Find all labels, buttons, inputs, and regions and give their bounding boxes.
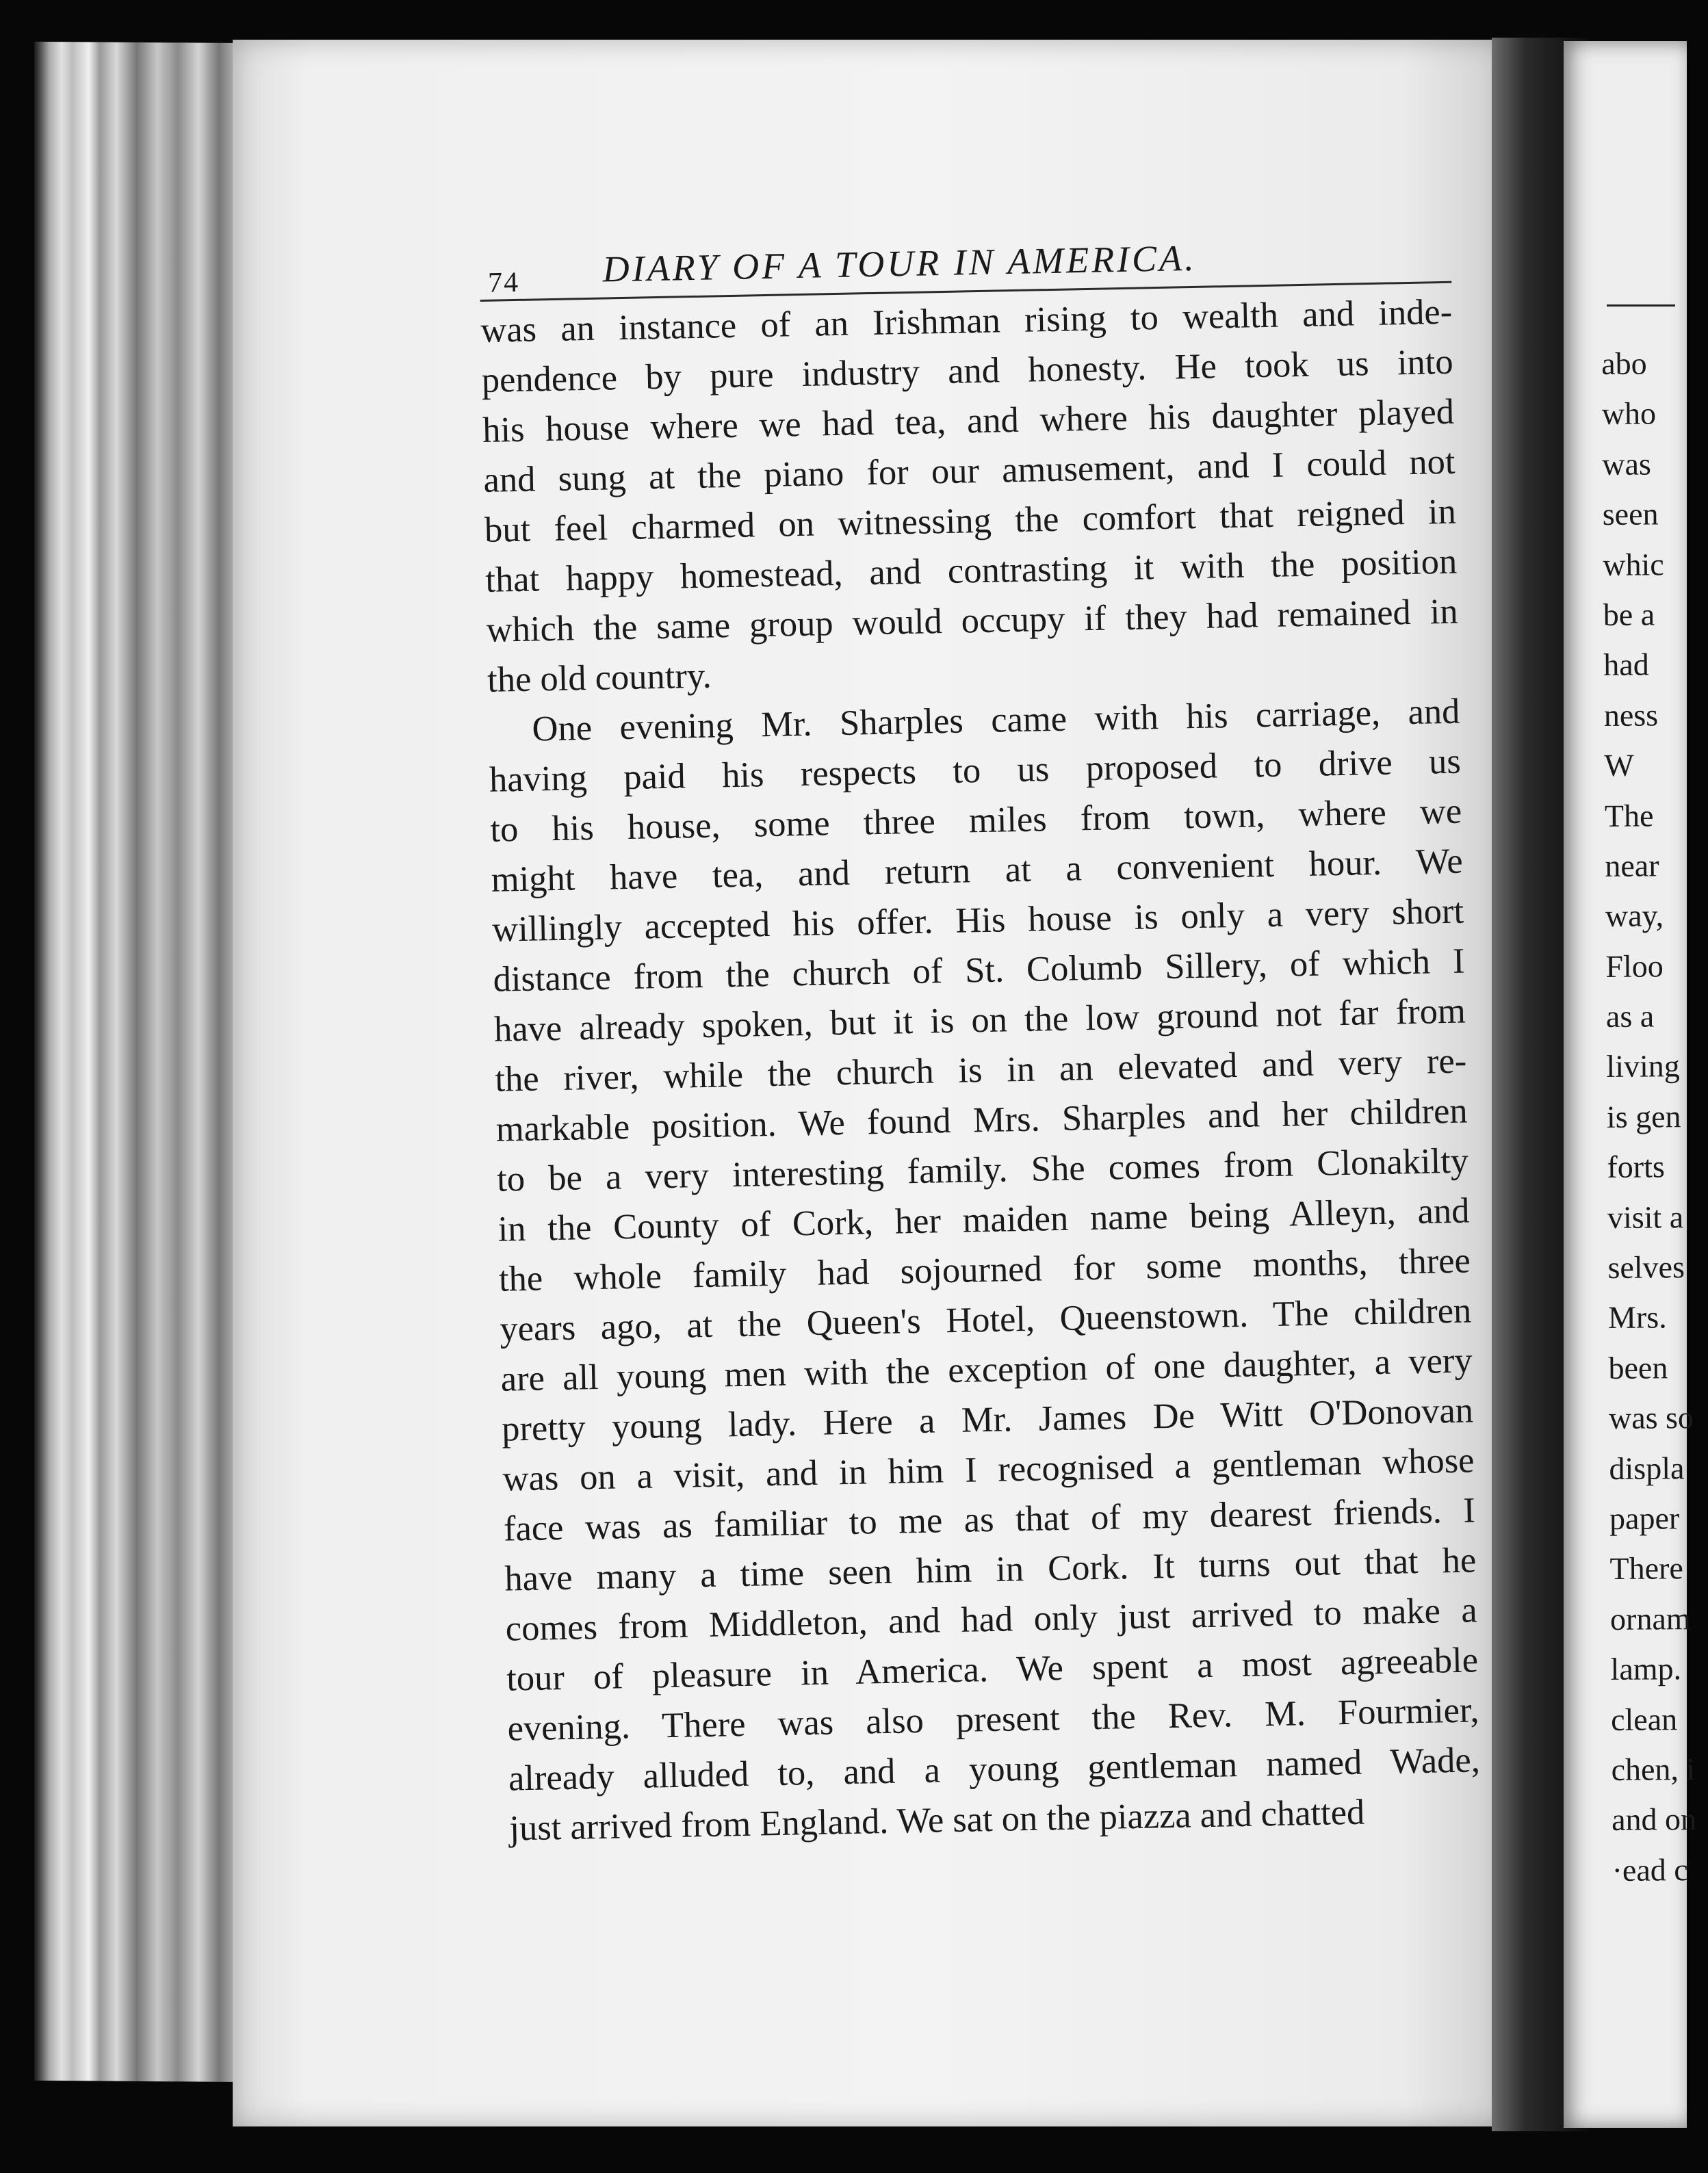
text-line: have many a time seen him in Cork. It turns out that he	[504, 1540, 1477, 1599]
text-line: One evening Mr. Sharples came with his carriage, and	[532, 691, 1460, 749]
text-line: to his house, some three miles from town, where we	[489, 791, 1462, 850]
text-line: evening. There was also present the Rev. M. Fourmier,	[507, 1690, 1479, 1749]
right-page-fragments	[1601, 338, 1708, 1895]
fragment-line: chen, i	[1611, 1752, 1696, 1787]
fragment-line: selves	[1607, 1249, 1685, 1285]
fragment-line: way,	[1605, 898, 1664, 934]
page-number: 74	[487, 266, 520, 299]
text-line: pendence by pure industry and honesty. He took us into	[481, 341, 1454, 400]
text-line: having paid his respects to us proposed to drive us	[489, 741, 1462, 800]
text-line: distance from the church of St. Columb Sillery, of which I	[493, 941, 1465, 1000]
fragment-line: abo	[1601, 346, 1647, 381]
page-edges	[34, 42, 253, 2082]
fragment-line: was	[1602, 446, 1652, 482]
fragment-line: seen	[1602, 496, 1659, 532]
fragment-line: W	[1604, 747, 1634, 783]
text-line: that happy homestead, and contrasting it with the position	[484, 541, 1458, 600]
fragment-line: Floo	[1605, 948, 1664, 984]
fragment-line: paper	[1609, 1500, 1680, 1536]
fragment-line: ness	[1603, 697, 1659, 733]
fragment-line: whic	[1603, 546, 1664, 582]
text-line: comes from Middleton, and had only just arrived to make a	[505, 1590, 1478, 1649]
fragment-line: lamp.	[1610, 1651, 1682, 1687]
text-line: but feel charmed on witnessing the comfort that reigned in	[484, 491, 1457, 550]
fragment-line: clean	[1610, 1701, 1678, 1737]
fragment-line: displa	[1609, 1450, 1685, 1486]
left-page-content	[479, 226, 1481, 1854]
text-line: the old country.	[487, 655, 712, 700]
fragment-line: Mrs.	[1607, 1299, 1667, 1336]
running-head-title: DIARY OF A TOUR IN AMERICA.	[602, 237, 1198, 290]
text-line: markable position. We found Mrs. Sharples and her children	[495, 1091, 1468, 1149]
fragment-line: ·ead c	[1612, 1851, 1688, 1888]
fragment-line: been	[1608, 1350, 1668, 1385]
fragment-line: as a	[1605, 998, 1655, 1035]
fragment-line: There	[1609, 1550, 1683, 1587]
text-line: in the County of Cork, her maiden name being Alleyn, and	[497, 1190, 1470, 1249]
text-line: face was as familiar to me as that of my dearest friends. I	[503, 1490, 1476, 1549]
fragment-line: who	[1601, 395, 1657, 432]
text-line: tour of pleasure in America. We spent a most agreeable	[506, 1640, 1479, 1699]
text-line: the river, while the church is in an elevated and very re-	[494, 1041, 1467, 1099]
text-line: and sung at the piano for our amusement, and I could not	[483, 441, 1455, 500]
text-line: his house where we had tea, and where his daughter played	[482, 391, 1455, 450]
text-line: pretty young lady. Here a Mr. James De Witt O'Donovan	[501, 1390, 1474, 1449]
fragment-line: had	[1603, 647, 1649, 683]
fragment-line: The	[1604, 798, 1654, 833]
fragment-line: be a	[1603, 597, 1655, 632]
right-header-rule	[1607, 304, 1675, 307]
text-line: already alluded to, and a young gentleman named Wade,	[508, 1740, 1481, 1799]
text-line: was an instance of an Irishman rising to wealth and inde-	[480, 291, 1453, 350]
text-line: just arrived from England. We sat on the piazza and chatted	[508, 1792, 1365, 1849]
fragment-line: forts	[1607, 1149, 1665, 1185]
text-line: years ago, at the Queen's Hotel, Queenstown. The children	[499, 1290, 1472, 1349]
fragment-line: visit a	[1607, 1199, 1684, 1235]
text-line: which the same group would occupy if they had remained in	[486, 591, 1459, 650]
text-line: are all young men with the exception of one daughter, a very	[500, 1340, 1473, 1399]
fragment-line: was so	[1608, 1400, 1694, 1436]
fragment-line: ornam	[1609, 1600, 1691, 1637]
fragment-line: living	[1606, 1048, 1680, 1084]
text-line: might have tea, and return at a convenient hour. We	[491, 841, 1464, 900]
text-line: willingly accepted his offer. His house is only a very short	[491, 891, 1464, 950]
text-line: the whole family had sojourned for some months, three	[498, 1240, 1471, 1299]
fragment-line: near	[1605, 848, 1659, 883]
fragment-line: is gen	[1606, 1099, 1681, 1134]
text-line: to be a very interesting family. She comes from Clonakilty	[496, 1141, 1469, 1199]
text-line: was on a visit, and in him I recognised a gentleman whose	[502, 1440, 1475, 1499]
body-text	[480, 287, 1481, 1854]
fragment-line: and on	[1611, 1801, 1697, 1838]
text-line: have already spoken, but it is on the low ground not far from	[493, 991, 1466, 1050]
